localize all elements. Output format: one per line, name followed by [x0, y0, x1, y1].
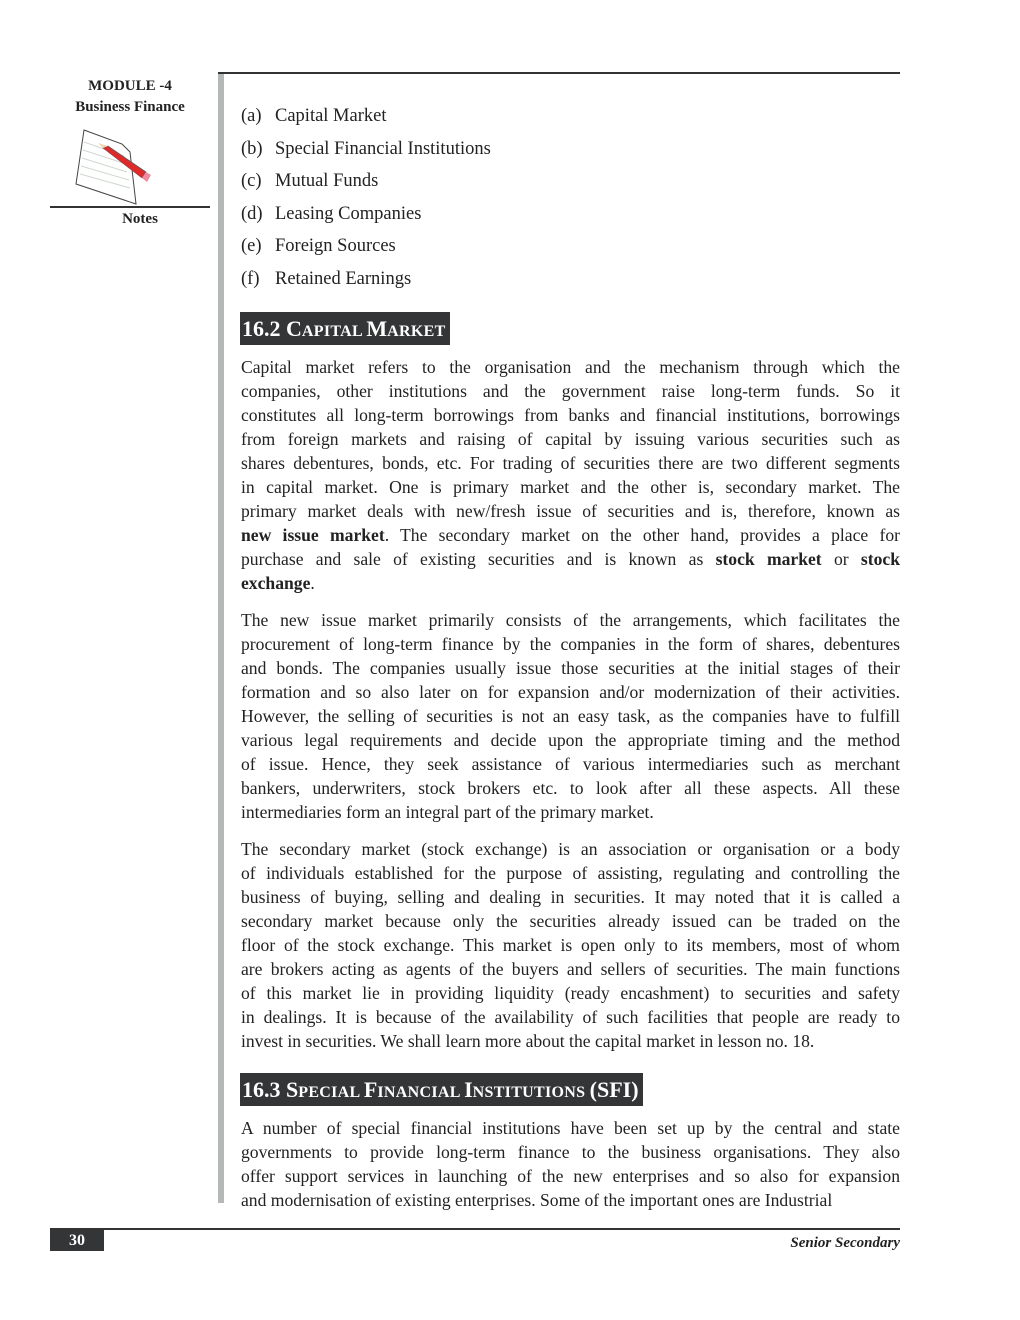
list-text: Capital Market	[275, 106, 387, 126]
text-line	[241, 704, 900, 728]
text-line	[241, 680, 900, 704]
list-text: Special Financial Institutions	[275, 138, 491, 159]
text-run: and modernisation of existing enterprises. Some of the important ones are Industrial	[241, 1190, 833, 1210]
footer-series: Senior Secondary	[790, 1235, 900, 1251]
bold-term: new issue market	[241, 525, 385, 545]
text-run: intermediaries form an integral part of the primary market.	[241, 802, 654, 822]
text-run: Capital market refers to the organisation and the mechanism through which the	[241, 357, 900, 377]
text-run: offer support services in launching of the new enterprises and so also for expansion	[241, 1166, 900, 1186]
text-run: The secondary market (stock exchange) is an association or organisation or a body	[241, 839, 900, 859]
paragraph	[241, 837, 900, 1053]
text-run: in capital market. One is primary market and the other is, secondary market. The	[241, 477, 900, 497]
text-run: of issue. Hence, they seek assistance of various intermediaries such as merchant	[241, 754, 900, 774]
text-line	[241, 1116, 900, 1140]
module-number: MODULE -4	[88, 78, 172, 94]
text-run: and bonds. The companies usually issue those securities at the initial stages of their	[241, 658, 900, 678]
text-line	[241, 355, 900, 379]
notes-pencil-icon	[72, 128, 156, 208]
heading-abbrev: (SFI)	[589, 1077, 639, 1102]
heading-smallcaps: NSTITUTIONS	[472, 1084, 590, 1101]
text-run: formation and so also later on for expansion and/or modernization of their activities.	[241, 682, 900, 702]
heading-cap: S	[286, 1077, 299, 1102]
list-text: Retained Earnings	[275, 268, 412, 289]
list-text: Foreign Sources	[275, 236, 396, 256]
module-subject: Business Finance	[75, 99, 185, 115]
text-line	[241, 608, 900, 632]
text-run: of this market lie in providing liquidity (ready encashment) to securities and safety	[241, 983, 900, 1003]
heading-cap: M	[366, 316, 388, 341]
text-line	[241, 981, 900, 1005]
text-line	[241, 909, 900, 933]
source-list	[241, 103, 491, 298]
text-run: However, the selling of securities is not an easy task, as the companies have to fulfill	[241, 706, 900, 726]
list-item	[241, 266, 491, 299]
list-text: Leasing Companies	[275, 203, 422, 224]
text-line	[241, 933, 900, 957]
heading-cap: C	[286, 316, 302, 341]
text-line	[241, 885, 900, 909]
text-run: . The secondary market on the other hand, provides a place for	[384, 525, 900, 545]
paragraph	[241, 608, 900, 824]
text-line	[241, 1140, 900, 1164]
margin-bar	[218, 73, 224, 1203]
section-heading-16-2	[240, 312, 450, 345]
text-run: procurement of long-term finance by the companies in the form of shares, debentures	[241, 634, 900, 654]
text-line	[241, 499, 900, 523]
text-run: A number of special financial institutions have been set up by the central and state	[241, 1118, 900, 1138]
notes-divider	[50, 206, 210, 208]
text-line	[241, 752, 900, 776]
section-number: 16.2	[242, 316, 286, 341]
text-line	[241, 776, 900, 800]
text-run: secondary market because only the securities already issued can be traded on the	[241, 911, 900, 931]
list-label: (b)	[241, 138, 263, 159]
text-line	[241, 957, 900, 981]
heading-cap: I	[464, 1077, 473, 1102]
list-label: (c)	[241, 171, 262, 191]
heading-smallcaps: PECIAL	[298, 1084, 364, 1101]
text-line	[241, 800, 900, 824]
text-run: invest in securities. We shall learn more about the capital market in lesson no. 18.	[241, 1031, 815, 1051]
bold-term: exchange	[241, 573, 311, 593]
text-run: constitutes all long-term borrowings from banks and financial institutions, borrowings	[241, 405, 900, 425]
list-label: (d)	[241, 203, 263, 224]
text-line	[241, 379, 900, 403]
text-run: bankers, underwriters, stock brokers etc. to look after all these aspects. All these	[241, 778, 900, 798]
text-run: purchase and sale of existing securities and is known as	[241, 549, 716, 569]
text-line	[241, 1188, 900, 1212]
bold-term: stock	[860, 549, 900, 569]
text-line	[241, 1164, 900, 1188]
heading-smallcaps: ARKET	[387, 323, 446, 340]
text-line	[241, 837, 900, 861]
text-run: companies, other institutions and the government raise long-term funds. So it	[241, 381, 900, 401]
text-run: floor of the stock exchange. This market is open only to its members, most of whom	[241, 935, 900, 955]
heading-cap: F	[363, 1077, 378, 1102]
text-line	[241, 451, 900, 475]
text-run: governments to provide long-term finance to the business organisations. They also	[241, 1142, 900, 1162]
text-line	[241, 403, 900, 427]
list-item	[241, 233, 491, 266]
text-run: in dealings. It is because of the availability of such facilities that people are ready to	[241, 1007, 900, 1027]
text-run: shares debentures, bonds, etc. For trading of securities there are two different segments	[241, 453, 900, 473]
text-line	[241, 475, 900, 499]
text-run: are brokers acting as agents of the buyers and sellers of securities. The main functions	[241, 959, 900, 979]
list-item	[241, 103, 491, 136]
text-line	[241, 1029, 900, 1053]
list-label: (f)	[241, 268, 260, 289]
text-line	[241, 656, 900, 680]
heading-smallcaps: INANCIAL	[377, 1084, 465, 1101]
bold-term: stock market	[715, 549, 822, 569]
text-line	[241, 728, 900, 752]
text-line	[241, 523, 900, 547]
list-item	[241, 201, 491, 234]
text-run: of individuals established for the purpose of assisting, regulating and controlling the	[241, 863, 900, 883]
module-header	[50, 76, 210, 118]
text-run: primary market deals with new/fresh issue of securities and is, therefore, known as	[241, 501, 900, 521]
list-text: Mutual Funds	[275, 171, 379, 191]
list-label: (e)	[241, 236, 262, 256]
text-run: or	[821, 549, 861, 569]
text-line	[241, 571, 900, 595]
text-run: from foreign markets and raising of capital by issuing various securities such as	[241, 429, 900, 449]
text-line	[241, 861, 900, 885]
text-run: business of buying, selling and dealing in securities. It may noted that it is called a	[241, 887, 900, 907]
paragraph	[241, 355, 900, 595]
heading-smallcaps: APITAL	[301, 323, 367, 340]
text-line	[241, 547, 900, 571]
section-number: 16.3	[242, 1077, 286, 1102]
text-line	[241, 427, 900, 451]
page-number: 30	[50, 1230, 104, 1251]
section-heading-16-3	[240, 1073, 643, 1106]
text-run: The new issue market primarily consists of the arrangements, which facilitates the	[241, 610, 900, 630]
text-line	[241, 632, 900, 656]
paragraph	[241, 1116, 900, 1212]
list-label: (a)	[241, 106, 262, 126]
list-item	[241, 136, 491, 169]
list-item	[241, 168, 491, 201]
footer-rule	[50, 1228, 900, 1230]
text-line	[241, 1005, 900, 1029]
top-rule	[218, 72, 900, 74]
text-run: .	[310, 573, 315, 593]
text-run: various legal requirements and decide upon the appropriate timing and the method	[241, 730, 900, 750]
notes-label: Notes	[122, 211, 158, 227]
